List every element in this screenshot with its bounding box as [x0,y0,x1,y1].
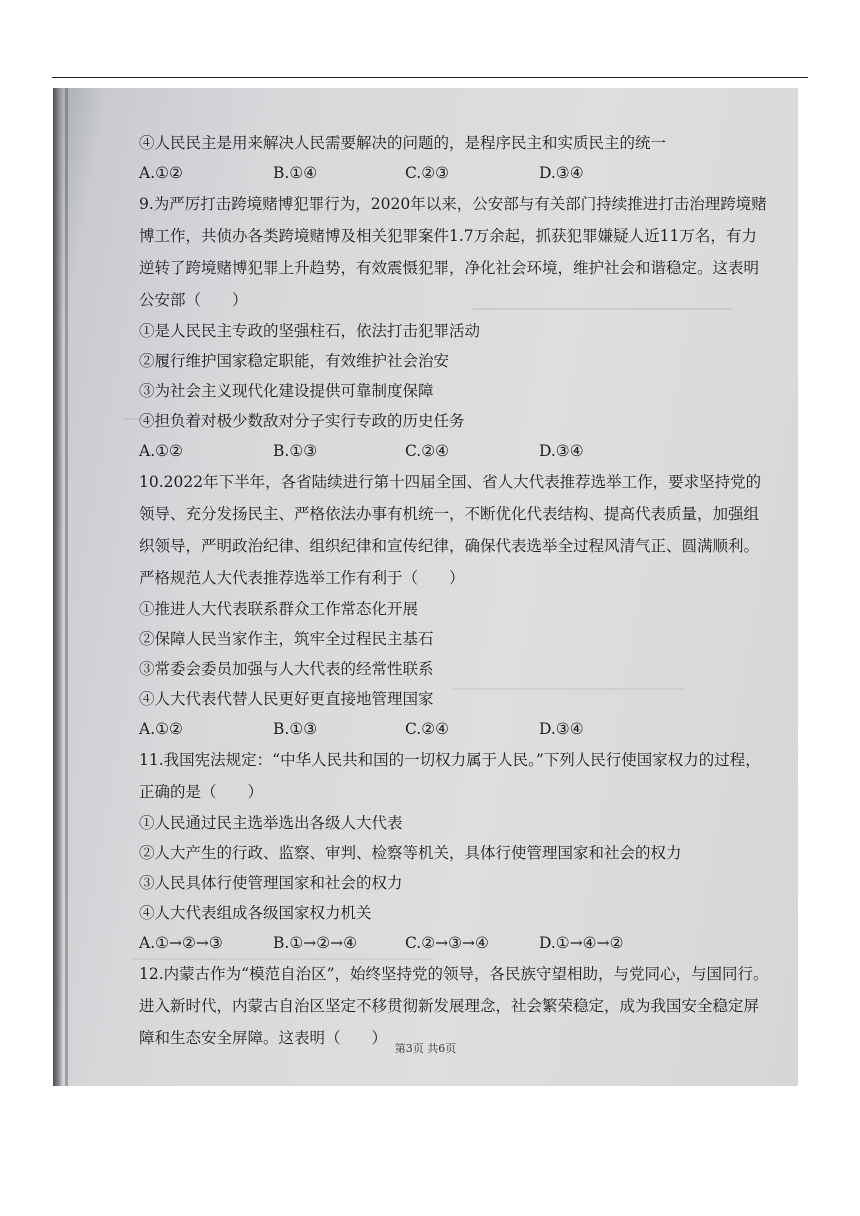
exam-photo [53,88,798,1086]
q11-options [139,928,769,958]
q9-option-d[interactable]: D.③④ [539,442,584,460]
q12-stem: 12.内蒙古作为“模范自治区”，始终坚持党的领导，各民族守望相助，与党同心，与国同行。进入新时代，内蒙古自治区坚定不移贯彻新发展理念，社会繁荣稳定，成为我国安全稳定屏障和生态安全屏障。这表明（ ） [139,965,769,1047]
q10-choice-1: ①推进人大代表联系群众工作常态化开展 [139,600,419,618]
q9-choice-1: ①是人民民主专政的坚强柱石，依法打击犯罪活动 [139,322,481,340]
q11-choice-4: ④人大代表组成各级国家权力机关 [139,904,372,922]
q10-option-d[interactable]: D.③④ [539,720,584,738]
q8-choice-4: ④人民民主是用来解决人民需要解决的问题的，是程序民主和实质民主的统一 [139,134,667,152]
q9-option-a[interactable]: A.①② [139,442,183,460]
q10-options [139,714,769,744]
page-number: 第3页 共6页 [394,1042,457,1055]
q10-option-b[interactable]: B.①③ [273,720,318,738]
q10-choice-2: ②保障人民当家作主，筑牢全过程民主基石 [139,630,434,648]
q9-choice-4: ④担负着对极少数敌对分子实行专政的历史任务 [139,412,465,430]
q9-choice-3: ③为社会主义现代化建设提供可靠制度保障 [139,382,434,400]
photo-left-shadow [53,88,63,1086]
q8-option-a[interactable]: A.①② [139,164,183,182]
q9-choice-2: ②履行维护国家稳定职能，有效维护社会治安 [139,352,450,370]
q10-option-c[interactable]: C.②④ [405,720,450,738]
q11-stem: 11.我国宪法规定：“中华人民共和国的一切权力属于人民。”下列人民行使国家权力的过程，正确的是（ ） [139,751,761,801]
q10-stem: 10.2022年下半年，各省陆续进行第十四届全国、省人大代表推荐选举工作，要求坚持党的领导、充分发扬民主、严格依法办事有机统一，不断优化代表结构、提高代表质量，加强组织领导，严明政治纪律、组织纪律和宣传纪律，确保代表选举全过程风清气正、圆满顺利。严格规范人大代表推荐选举工作有利于（ ） [139,473,762,587]
q11-choice-1: ①人民通过民主选举选出各级人大代表 [139,814,403,832]
q11-choice-2: ②人大产生的行政、监察、审判、检察等机关，具体行使管理国家和社会的权力 [139,844,682,862]
sheet-fold [65,88,68,1086]
q11-option-d[interactable]: D.①→④→② [539,934,624,952]
q11-option-b[interactable]: B.①→②→④ [273,934,357,952]
q10-choice-4: ④人大代表代替人民更好更直接地管理国家 [139,690,434,708]
q9-stem: 9.为严厉打击跨境赌博犯罪行为，2020年以来，公安部与有关部门持续推进打击治理跨境赌博工作，共侦办各类跨境赌博及相关犯罪案件1.7万余起，抓获犯罪嫌疑人近11万名，有力逆转了跨境赌博犯罪上升趋势，有效震慑犯罪，净化社会环境，维护社会和谐稳定。这表明公安部（ ） [139,195,767,309]
q9-option-c[interactable]: C.②④ [405,442,450,460]
top-rule [52,77,808,78]
q8-option-d[interactable]: D.③④ [539,164,584,182]
q11-option-a[interactable]: A.①→②→③ [139,934,223,952]
question-content [139,128,769,1054]
q11-option-c[interactable]: C.②→③→④ [405,934,489,952]
q8-option-b[interactable]: B.①④ [273,164,318,182]
q8-options [139,158,769,188]
q10-option-a[interactable]: A.①② [139,720,183,738]
q9-option-b[interactable]: B.①③ [273,442,318,460]
q10-choice-3: ③常委会委员加强与人大代表的经常性联系 [139,660,434,678]
q9-options [139,436,769,466]
q11-choice-3: ③人民具体行使管理国家和社会的权力 [139,874,403,892]
q8-option-c[interactable]: C.②③ [405,164,450,182]
